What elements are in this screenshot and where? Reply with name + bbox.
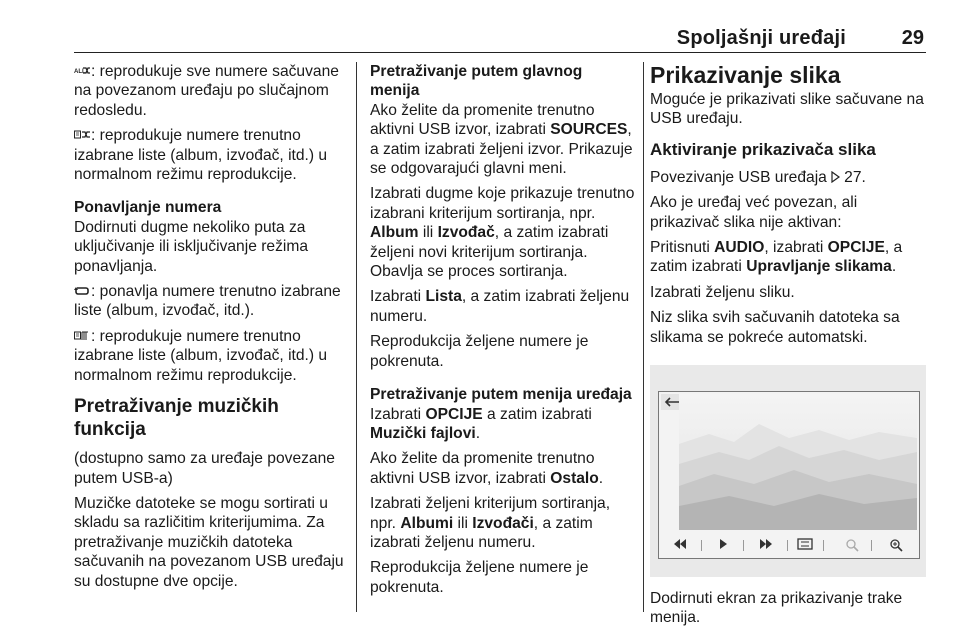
fast-forward-icon[interactable] [759, 538, 773, 550]
activate-p4: Izabrati željenu sliku. [650, 283, 795, 301]
device-menu-p5: Izabrati OPCIJE a zatim izabrati Muzički fajlovi. [370, 405, 592, 442]
repeat-heading: Ponavljanje numera [74, 199, 222, 217]
activate-heading: Aktiviranje prikazivača slika [650, 139, 876, 159]
column-divider [643, 62, 644, 612]
search-note: (dostupno samo za uređaje povezane putem USB-a) [74, 450, 335, 487]
repeat-off-paragraph: : reprodukuje numere trenutno izabrane liste (album, izvođač, itd.) u normalnom režimu reprodukcije. [74, 327, 328, 384]
shuffle-list-paragraph: : reprodukuje numere trenutno izabrane liste (album, izvođač, itd.) u normalnom režimu reprodukcije. [74, 127, 328, 184]
main-menu-heading: Pretraživanje putem glavnog menija [370, 63, 583, 100]
page-header [74, 26, 926, 53]
repeat-intro: Dodirnuti dugme nekoliko puta za uključivanje ili isključivanje režima ponavljanja. [74, 218, 308, 275]
zoom-out-icon[interactable] [845, 538, 859, 552]
column-left [74, 62, 344, 597]
activate-p5: Niz slika svih sačuvanih datoteka sa slikama se pokreće automatski. [650, 309, 900, 346]
column-middle [370, 62, 636, 603]
device-menu-p7: Izabrati željeni kriterijum sortiranja, npr. Albumi ili Izvođači, a zatim izabrati željenu numeru. [370, 495, 611, 551]
figure-caption: Dodirnuti ekran za prikazivanje trake menija. [650, 590, 903, 627]
shuffle-list-icon [74, 128, 90, 142]
section-intro: Moguće je prikazivati slike sačuvane na USB uređaju. [650, 91, 924, 128]
play-icon[interactable] [717, 538, 729, 550]
main-menu-p4: Reprodukcija željene numere je pokrenuta. [370, 333, 589, 370]
landscape-image [679, 394, 917, 530]
viewer-control-bar [659, 532, 919, 558]
main-menu-p2: Izabrati dugme koje prikazuje trenutno izabrani kriterijum sortiranja, npr. Album ili Izvođač, a zatim izabrati željeni novi kriterijum sortiranja. Obavlja se proces sortiranja. [370, 185, 635, 281]
rewind-icon[interactable] [673, 538, 687, 550]
activate-p1: Povezivanje USB uređaja 27. [650, 168, 866, 186]
device-menu-p8: Reprodukcija željene numere je pokrenuta. [370, 559, 589, 596]
column-right [650, 62, 926, 634]
column-divider [356, 62, 357, 612]
activate-p3: Pritisnuti AUDIO, izabrati OPCIJE, a zatim izabrati Upravljanje slikama. [650, 239, 903, 276]
svg-text:ALL: ALL [74, 69, 86, 75]
page-title: Spoljašnji uređaji [676, 27, 846, 49]
zoom-in-icon[interactable] [889, 538, 903, 552]
activate-p2: Ako je uređaj već povezan, ali prikazivač slika nije aktivan: [650, 194, 858, 231]
section-title: Prikazivanje slika [650, 62, 841, 88]
shuffle-all-paragraph: ALL : reprodukuje sve numere sačuvane na povezanom uređaju po slučajnom redosledu. [74, 63, 339, 119]
viewer-screen [658, 391, 920, 559]
repeat-off-icon [74, 329, 90, 343]
picture-viewer-illustration [650, 365, 926, 577]
repeat-list-paragraph: : ponavlja numere trenutno izabrane liste (album, izvođač, itd.). [74, 283, 341, 320]
device-menu-heading: Pretraživanje putem menija uređaja [370, 386, 632, 404]
repeat-icon [74, 284, 90, 298]
device-menu-p6: Ako želite da promenite trenutno aktivni USB izvor, izabrati Ostalo. [370, 450, 604, 487]
page-number: 29 [901, 27, 924, 49]
main-menu-p3: Izabrati Lista, a zatim izabrati željenu numeru. [370, 288, 630, 325]
full-screen-icon[interactable] [797, 538, 813, 550]
shuffle-all-icon [74, 64, 90, 78]
main-menu-p1: Ako želite da promenite trenutno aktivni USB izvor, izabrati SOURCES, a zatim izabrati željeni izvor. Prikazuje se odgovarajući glavni meni. [370, 101, 633, 178]
search-body: Muzičke datoteke se mogu sortirati u skladu sa različitim kriterijumima. Za pretraživanje muzičkih datoteka sačuvanih na povezanom USB uređaju su dostupne dve opcije. [74, 494, 344, 590]
page-reference-icon [831, 171, 841, 183]
search-heading: Pretraživanje muzičkih funkcija [74, 396, 279, 441]
